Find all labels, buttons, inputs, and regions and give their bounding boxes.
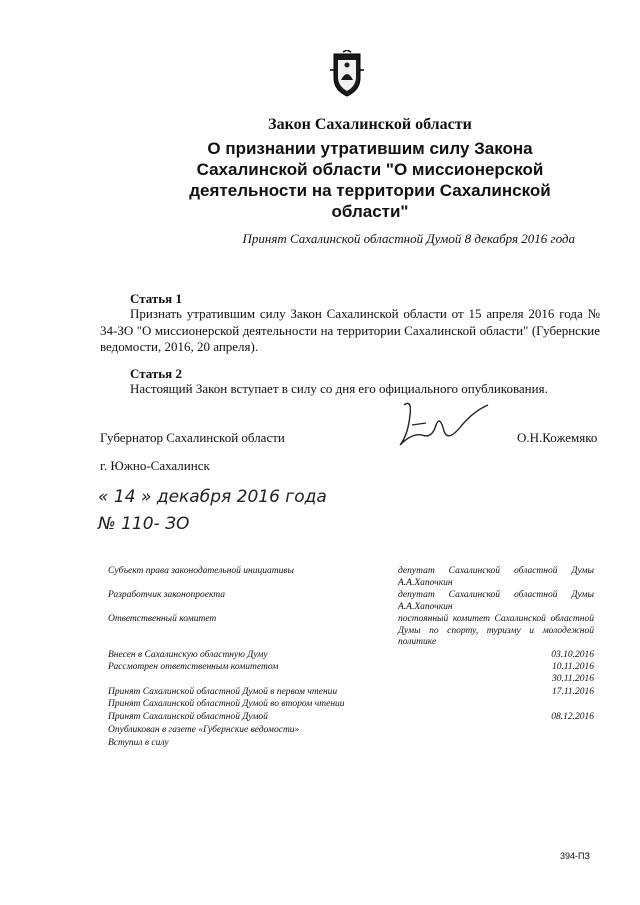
meta-reviewed-date-2: 30.11.2016 [551, 674, 594, 684]
meta-second-reading-label: Принят Сахалинской областной Думой во втором чтении [108, 699, 345, 709]
governor-label: Губернатор Сахалинской области [100, 430, 285, 445]
meta-effective-label: Вступил в силу [108, 738, 169, 748]
meta-committee-value: постоянный комитет Сахалинской областной Думы по спорту, туризму и молодежной политике [398, 614, 594, 647]
governor-name: О.Н.Кожемяко [517, 430, 598, 445]
article-2-heading: Статья 2 [130, 366, 182, 381]
meta-adopted-date: 08.12.2016 [551, 712, 594, 722]
article-1-text: Признать утратившим силу Закон Сахалинской области от 15 апреля 2016 года № 34-ЗО "О миссионерской деятельности на территории Сахалинской области" (Губернские ведомости, 2016, 20 апреля). [100, 306, 600, 354]
meta-subject-value: депутат Сахалинской областной Думы А.А.Хапочкин [398, 566, 594, 588]
city: г. Южно-Сахалинск [100, 458, 210, 473]
meta-developer-value: депутат Сахалинской областной Думы А.А.Хапочкин [398, 590, 594, 612]
meta-first-reading-label: Принят Сахалинской областной Думой в первом чтении [108, 687, 338, 697]
article-1-heading: Статья 1 [130, 291, 182, 306]
article-2-text: Настоящий Закон вступает в силу со дня его официального опубликования. [130, 381, 548, 396]
meta-first-reading-date: 17.11.2016 [551, 687, 594, 697]
meta-developer-label: Разработчик законопроекта [108, 590, 226, 600]
meta-introduced-label: Внесен в Сахалинскую областную Думу [108, 650, 268, 660]
meta-subject-label: Субъект права законодательной инициативы [108, 566, 294, 576]
handwritten-number: № 110- ЗО [98, 514, 190, 534]
meta-introduced-date: 03.10.2016 [551, 650, 594, 660]
page-code: 394-ПЗ [560, 851, 590, 861]
meta-reviewed-label: Рассмотрен ответственным комитетом [108, 662, 279, 672]
law-title-line: Закон Сахалинской области [268, 116, 472, 133]
meta-committee-label: Ответственный комитет [108, 614, 217, 624]
coat-of-arms-icon [328, 50, 366, 98]
handwritten-date: « 14 » декабря 2016 года [98, 487, 327, 507]
meta-adopted-label: Принят Сахалинской областной Думой [108, 712, 268, 722]
meta-published-label: Опубликован в газете «Губернские ведомости» [108, 725, 300, 735]
handwritten-signature [392, 395, 492, 455]
meta-reviewed-date-1: 10.11.2016 [551, 662, 594, 672]
law-title: О признании утратившим силу Закона Сахалинской области "О миссионерской деятельности на территории Сахалинской области" [189, 139, 551, 221]
adoption-note: Принят Сахалинской областной Думой 8 декабря 2016 года [242, 231, 575, 246]
